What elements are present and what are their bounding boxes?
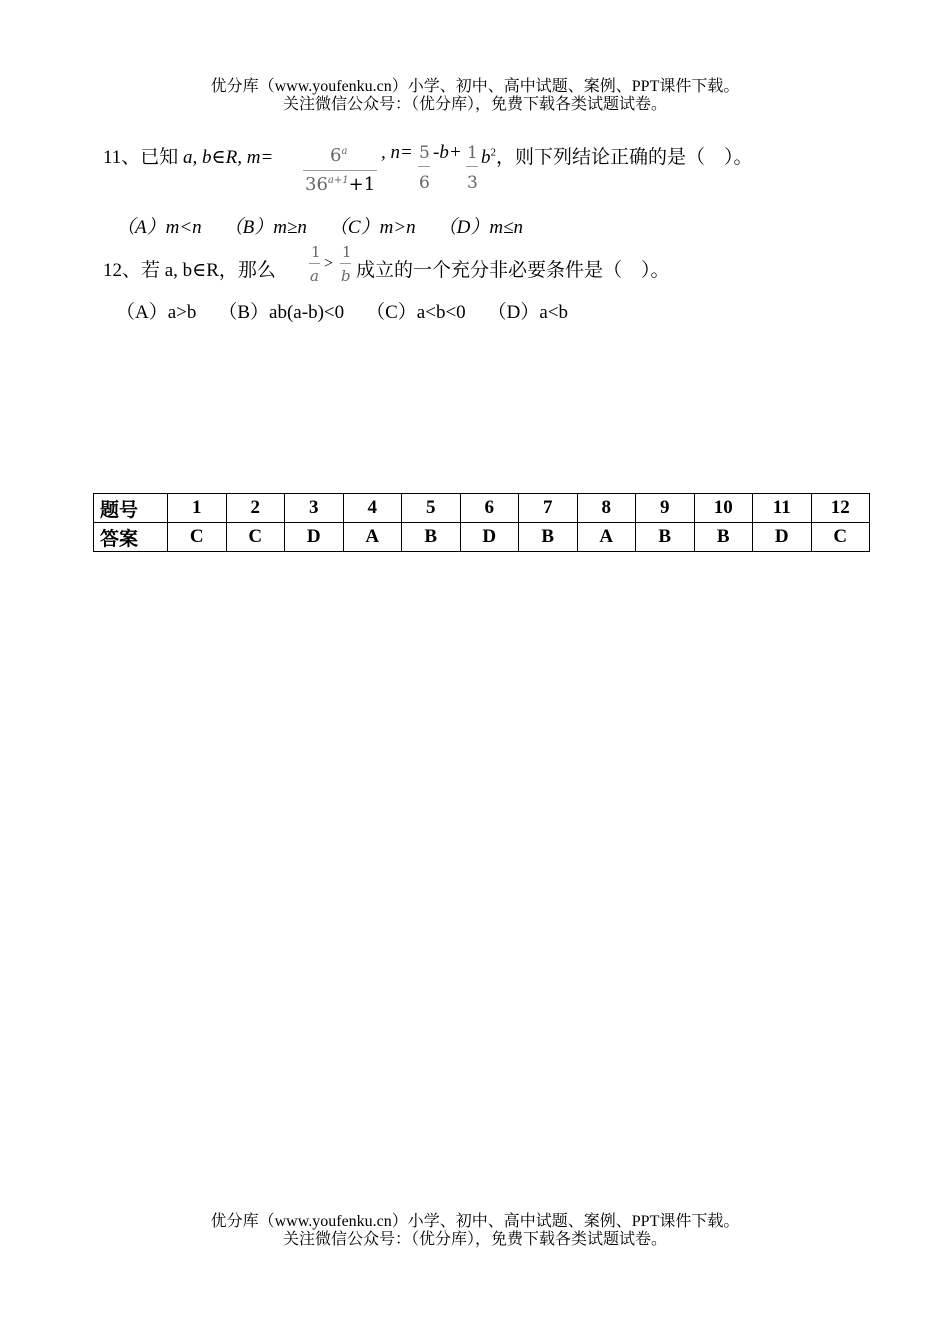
q11-m-fraction-bar xyxy=(303,170,377,171)
q12-f1-num: 1 xyxy=(311,243,321,261)
page-header xyxy=(0,78,950,114)
table-cell: 11 xyxy=(753,494,812,523)
row-label-answer: 答案 xyxy=(94,523,168,552)
q11-option-b: （B）m≥n xyxy=(223,217,307,238)
table-row-numbers xyxy=(94,494,870,523)
row-label-number: 题号 xyxy=(94,494,168,523)
page-footer xyxy=(0,1213,950,1249)
table-cell: 4 xyxy=(343,494,402,523)
q12-option-c: （C）a<b<0 xyxy=(366,302,466,323)
table-cell: A xyxy=(343,523,402,552)
q11-square: 2 xyxy=(490,146,496,159)
q11-option-a: （A）m<n xyxy=(116,217,202,238)
q12-options xyxy=(116,297,590,324)
q11-b-squared: b xyxy=(481,147,491,168)
q11-f2-den: 3 xyxy=(467,173,478,193)
q12-prefix: 12、若 a, b∈R，那么 xyxy=(103,260,276,281)
table-cell: B xyxy=(519,523,578,552)
q11-suffix: ，则下列结论正确的是（ ）。 xyxy=(496,147,753,168)
table-cell: 12 xyxy=(811,494,870,523)
header-line-2: 关注微信公众号：（优分库），免费下载各类试题试卷。 xyxy=(282,96,667,113)
q11-f1-num: 5 xyxy=(419,143,430,163)
table-cell: 8 xyxy=(577,494,636,523)
q12-f1-den: a xyxy=(310,267,319,285)
q11-option-c: （C）m>n xyxy=(328,217,416,238)
q12-option-b: （B）ab(a-b)<0 xyxy=(218,302,345,323)
q11-in: ∈ xyxy=(211,147,226,168)
table-cell: D xyxy=(753,523,812,552)
table-cell: A xyxy=(577,523,636,552)
q12-suffix: 成立的一个充分非必要条件是（ ）。 xyxy=(356,260,670,281)
q11-m-eq: m= xyxy=(246,147,274,168)
q11-options xyxy=(116,212,545,239)
q11-minus-b: -b+ xyxy=(433,142,462,163)
q11-prefix: 11、已知 xyxy=(103,147,184,168)
q11-vars: a, b xyxy=(183,147,212,168)
table-cell: 9 xyxy=(636,494,695,523)
q11-tail xyxy=(481,142,753,169)
q11-f1-den: 6 xyxy=(419,173,430,193)
q11-lead xyxy=(103,142,273,169)
table-cell: B xyxy=(636,523,695,552)
q11-f2-bar xyxy=(466,166,478,167)
q11-option-d: （D）m≤n xyxy=(437,217,524,238)
table-cell: 6 xyxy=(460,494,519,523)
q12-f2-den: b xyxy=(341,267,351,285)
table-cell: 3 xyxy=(285,494,344,523)
table-cell: B xyxy=(402,523,461,552)
footer-line-2: 关注微信公众号：（优分库），免费下载各类试题试卷。 xyxy=(282,1231,667,1248)
q11-f1-bar xyxy=(418,166,430,167)
table-cell: 7 xyxy=(519,494,578,523)
answer-table xyxy=(93,493,870,552)
q11-m-numerator: 6$^a$ xyxy=(330,145,348,166)
table-cell: 2 xyxy=(226,494,285,523)
q12-option-a: （A）a>b xyxy=(116,302,197,323)
table-cell: C xyxy=(226,523,285,552)
table-cell: C xyxy=(811,523,870,552)
table-cell: D xyxy=(460,523,519,552)
q11-n-eq: , n= xyxy=(381,142,413,163)
q12-gt: > xyxy=(324,255,334,272)
q12-f1-bar xyxy=(309,263,320,264)
q11-f2-num: 1 xyxy=(467,143,478,163)
footer-line-1: 优分库（www.youfenku.cn）小学、初中、高中试题、案例、PPT课件下载。 xyxy=(210,1213,740,1230)
q12-f2-bar xyxy=(340,263,351,264)
q11-r: R, xyxy=(225,147,247,168)
q12-f2-num: 1 xyxy=(342,243,352,261)
table-cell: 1 xyxy=(168,494,227,523)
q12-option-d: （D）a<b xyxy=(487,302,569,323)
table-cell: D xyxy=(285,523,344,552)
table-row-answers xyxy=(94,523,870,552)
table-cell: B xyxy=(694,523,753,552)
table-cell: 10 xyxy=(694,494,753,523)
header-line-1: 优分库（www.youfenku.cn）小学、初中、高中试题、案例、PPT课件下载。 xyxy=(210,78,740,95)
table-cell: C xyxy=(168,523,227,552)
table-cell: 5 xyxy=(402,494,461,523)
q11-m-denominator: $36^{a+1}+1$ xyxy=(305,174,376,195)
